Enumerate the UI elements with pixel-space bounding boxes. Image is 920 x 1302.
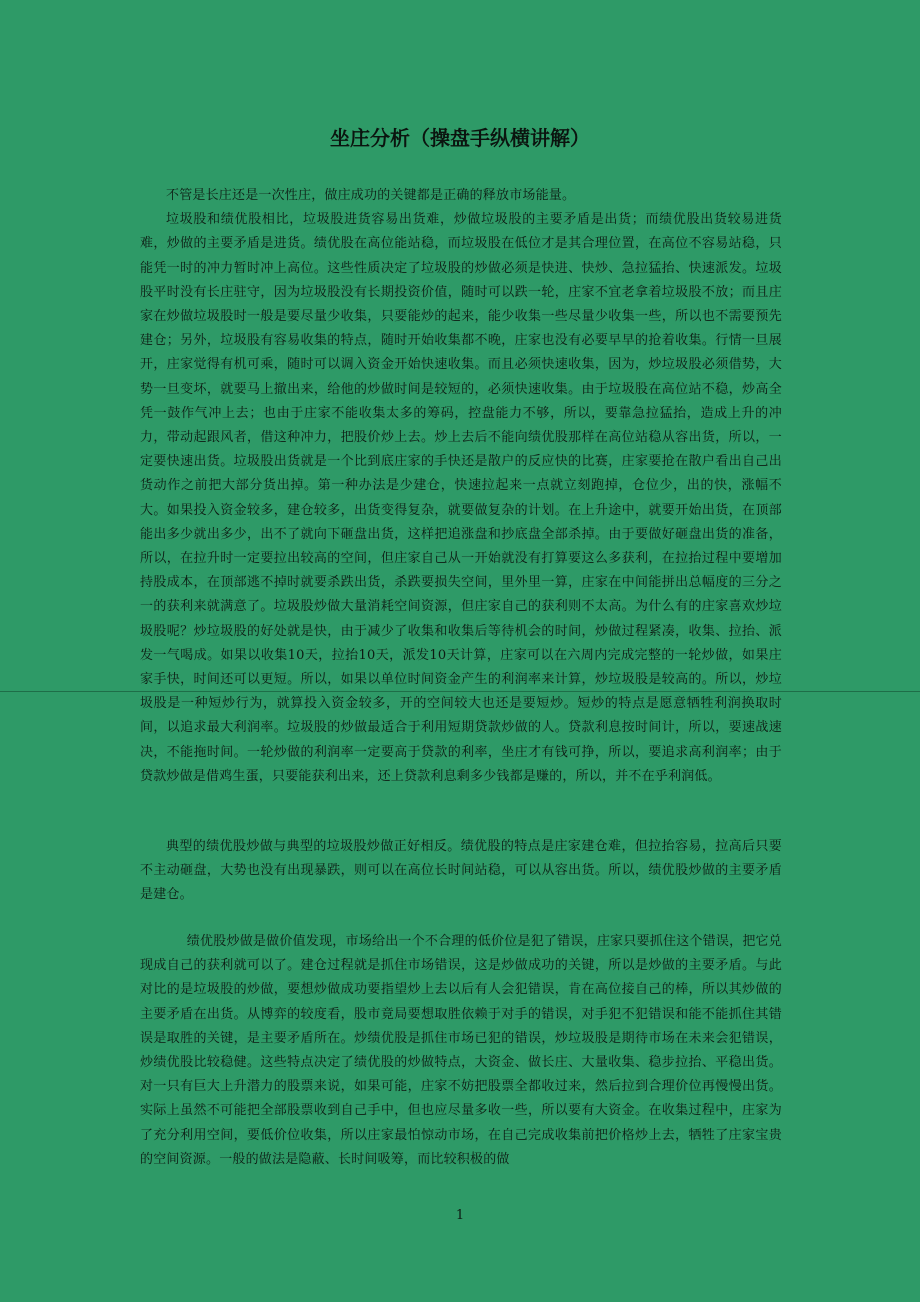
paragraph-intro: 不管是长庄还是一次性庄，做庄成功的关键都是正确的释放市场能量。 [166,188,576,203]
body-section-3 [140,930,782,1172]
body-section-1 [140,184,782,789]
paragraph-junk-stock: 垃圾股和绩优股相比，垃圾股进货容易出货难，炒做垃圾股的主要矛盾是出货；而绩优股出货较易进货难，炒做的主要矛盾是进货。绩优股在高位能站稳，而垃圾股在低位才是其合理位置，在高位不容易站稳，只能凭一时的冲力暂时冲上高位。这些性质决定了垃圾股的炒做必须是快进、快炒、急拉猛抬、快速派发。垃圾股平时没有长庄驻守，因为垃圾股没有长期投资价值，随时可以跌一轮，庄家不宜老拿着垃圾股不放；而且庄家在炒做垃圾股时一般是要尽量少收集，只要能炒的起来，能少收集一些尽量少收集一些，所以也不需要预先建仓；另外，垃圾股有容易收集的特点，随时开始收集都不晚，庄家也没有必要早早的抢着收集。行情一旦展开，庄家觉得有机可乘，随时可以调入资金开始快速收集。而且必须快速收集，因为，炒垃圾股必须借势，大势一旦变坏，就要马上撤出来，给他的炒做时间是较短的，必须快速收集。由于垃圾股在高位站不稳，炒高全凭一鼓作气冲上去；也由于庄家不能收集太多的筹码，控盘能力不够，所以，要靠急拉猛抬，造成上升的冲力，带动起跟风者，借这种冲力，把股价炒上去。炒上去后不能向绩优股那样在高位站稳从容出货，所以，一定要快速出货。垃圾股出货就是一个比到底庄家的手快还是散户的反应快的比赛，庄家要抢在散户看出自己出货动作之前把大部分货出掉。第一种办法是少建仓，快速拉起来一点就立刻跑掉，仓位少，出的快，涨幅不大。如果投入资金较多，建仓较多，出货变得复杂，就要做复杂的计划。在上升途中，就要开始出货，在顶部能出多少就出多少，出不了就向下砸盘出货，这样把追涨盘和抄底盘全部杀掉。由于要做好砸盘出货的准备，所以，在拉升时一定要拉出较高的空间，但庄家自己从一开始就没有打算要这么多获利，在拉抬过程中要增加持股成本，在顶部逃不掉时就要杀跌出货，杀跌要损失空间，里外里一算，庄家在中间能拼出总幅度的三分之一的获利来就满意了。垃圾股炒做大量消耗空间资源，但庄家自己的获利则不太高。为什么有的庄家喜欢炒垃圾股呢？炒垃圾股的好处就是快，由于减少了收集和收集后等待机会的时间，炒做过程紧凑，收集、拉抬、派发一气喝成。如果以收集10天，拉抬10天，派发10天计算，庄家可以在六周内完成完整的一轮炒做，如果庄家手快，时间还可以更短。所以，如果以单位时间资金产生的利润率来计算，炒垃圾股是较高的。所以，炒垃圾股是一种短炒行为，就算投入资金较多，开的空间较大也还是要短炒。短炒的特点是愿意牺牲利润换取时间，以追求最大利润率。垃圾股的炒做最适合于利用短期贷款炒做的人。贷款利息按时间计，所以，要速战速决，不能拖时间。一轮炒做的利润率一定要高于贷款的利率，坐庄才有钱可挣，所以，要追求高利润率；由于贷款炒做是借鸡生蛋，只要能获利出来，还上贷款利息剩多少钱都是赚的，所以，并不在乎利润低。 [140,212,782,784]
body-section-2 [140,835,782,908]
page-number: 1 [455,1208,465,1223]
page-fold-line [0,691,920,692]
paragraph-value-discovery: 绩优股炒做是做价值发现，市场给出一个不合理的低价位是犯了错误，庄家只要抓住这个错误，把它兑现成自己的获利就可以了。建仓过程就是抓住市场错误，这是炒做成功的关键，所以是炒做的主要矛盾。与此对比的是垃圾股的炒做，要想炒做成功要指望炒上去以后有人会犯错误，肯在高位接自己的棒，所以其炒做的主要矛盾在出货。从博弈的较度看，股市竟局要想取胜依赖于对手的错误，对手犯不犯错误和能不能抓住其错误是取胜的关键，是主要矛盾所在。炒绩优股是抓住市场已犯的错误，炒垃圾股是期待市场在未来会犯错误，炒绩优股比较稳健。这些特点决定了绩优股的炒做特点，大资金、做长庄、大量收集、稳步拉抬、平稳出货。对一只有巨大上升潜力的股票来说，如果可能，庄家不妨把股票全都收过来，然后拉到合理价位再慢慢出货。实际上虽然不可能把全部股票收到自己手中，但也应尽量多收一些，所以要有大资金。在收集过程中，庄家为了充分利用空间，要低价位收集，所以庄家最怕惊动市场，在自己完成收集前把价格炒上去，牺牲了庄家宝贵的空间资源。一般的做法是隐蔽、长时间吸筹，而比较积极的做 [140,934,782,1167]
document-title: 坐庄分析（操盘手纵横讲解） [330,126,590,150]
paragraph-blue-chip: 典型的绩优股炒做与典型的垃圾股炒做正好相反。绩优股的特点是庄家建仓难，但拉抬容易，拉高后只要不主动砸盘，大势也没有出现暴跌，则可以在高位长时间站稳，可以从容出货。所以，绩优股炒做的主要矛盾是建仓。 [140,839,782,903]
